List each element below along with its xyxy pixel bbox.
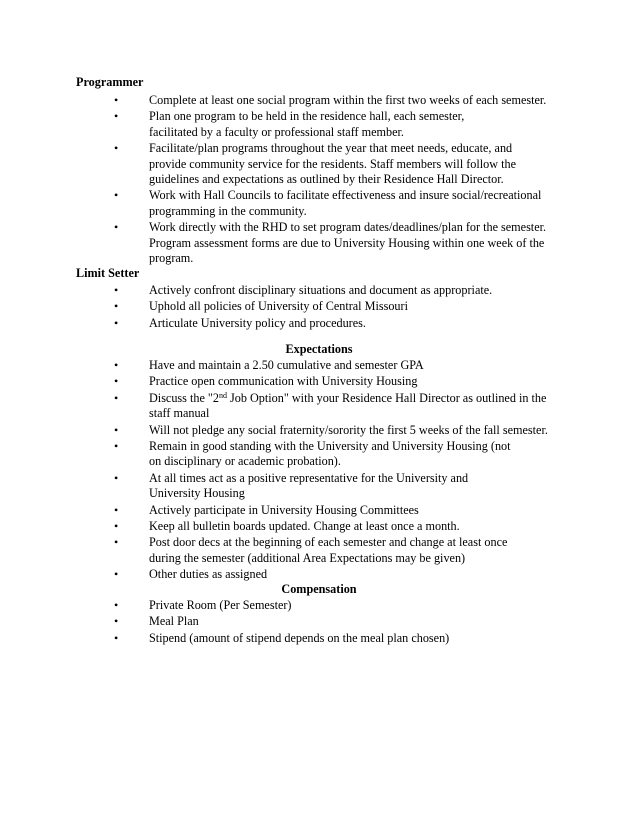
programmer-list: [0, 93, 638, 266]
bullet-icon: •: [114, 470, 119, 485]
bullet-icon: •: [114, 519, 119, 534]
list-item: [0, 358, 638, 373]
list-item-text: guidelines and expectations as outlined by their Residence Hall Director.: [149, 172, 504, 187]
list-item-text: Keep all bulletin boards updated. Change at least once a month.: [149, 519, 460, 534]
bullet-icon: •: [114, 630, 119, 645]
list-item-text: program.: [149, 251, 194, 266]
list-item-text: during the semester (additional Area Expectations may be given): [149, 550, 466, 565]
list-item-text: Program assessment forms are due to University Housing within one week of the: [149, 235, 545, 250]
list-item: [0, 283, 638, 298]
list-item-text: Work directly with the RHD to set program dates/deadlines/plan for the semester.: [149, 220, 547, 235]
bullet-icon: •: [114, 502, 119, 517]
list-item-text: Plan one program to be held in the residence hall, each semester,: [149, 109, 465, 124]
bullet-icon: •: [114, 390, 119, 405]
bullet-icon: •: [114, 598, 119, 612]
bullet-icon: •: [114, 567, 119, 582]
list-item-text: Work with Hall Councils to facilitate effectiveness and insure social/recreational: [149, 188, 542, 203]
list-item-text: Complete at least one social program within the first two weeks of each semester.: [149, 93, 547, 107]
list-item-text: Other duties as assigned: [149, 567, 268, 582]
list-item-text: Private Room (Per Semester): [149, 598, 292, 612]
bullet-icon: •: [114, 614, 119, 629]
list-item-text: [149, 391, 579, 406]
limit-setter-list: [0, 283, 638, 331]
bullet-icon: •: [114, 535, 119, 550]
list-item-text-part: Discuss the "2: [149, 390, 219, 405]
list-item: [0, 503, 638, 518]
list-item: [0, 109, 638, 140]
list-item-text: Stipend (amount of stipend depends on the meal plan chosen): [149, 630, 450, 645]
compensation-list: [0, 598, 638, 646]
list-item-text: Post door decs at the beginning of each semester and change at least once: [149, 535, 508, 550]
list-item-text: Facilitate/plan programs throughout the year that meet needs, educate, and: [149, 141, 513, 156]
list-item: [0, 471, 638, 502]
bullet-icon: •: [114, 93, 119, 107]
bullet-icon: •: [114, 439, 119, 454]
expectations-list: [0, 358, 638, 583]
bullet-icon: •: [114, 374, 119, 389]
list-item: [0, 391, 638, 422]
bullet-icon: •: [114, 141, 119, 156]
list-item: [0, 299, 638, 314]
list-item-text: programming in the community.: [149, 203, 307, 218]
bullet-icon: •: [114, 109, 119, 124]
list-item-text: Articulate University policy and procedures.: [149, 315, 366, 330]
compensation-heading: Compensation: [281, 582, 357, 596]
list-item-text: At all times act as a positive representative for the University and: [149, 470, 469, 485]
list-item-text-part: Job Option" with your Residence Hall Director as outlined in the: [226, 390, 547, 405]
bullet-icon: •: [114, 220, 119, 235]
bullet-icon: •: [114, 283, 119, 297]
list-item-text: provide community service for the residents. Staff members will follow the: [149, 156, 517, 171]
list-item-text: Uphold all policies of University of Central Missouri: [149, 299, 408, 314]
superscript: nd: [218, 390, 227, 400]
list-item-text: University Housing: [149, 486, 245, 501]
list-item: [0, 423, 638, 438]
list-item-text: Actively confront disciplinary situations and document as appropriate.: [149, 283, 493, 297]
list-item: [0, 93, 638, 108]
expectations-heading: Expectations: [285, 342, 353, 356]
bullet-icon: •: [114, 422, 119, 437]
limit-setter-heading: Limit Setter: [76, 266, 140, 280]
bullet-icon: •: [114, 358, 119, 372]
list-item: [0, 188, 638, 219]
bullet-icon: •: [114, 188, 119, 203]
list-item: [0, 141, 638, 187]
bullet-icon: •: [114, 315, 119, 330]
list-item-text: Actively participate in University Housing Committees: [149, 502, 419, 517]
bullet-icon: •: [114, 299, 119, 314]
list-item: [0, 220, 638, 266]
programmer-heading: Programmer: [76, 75, 144, 89]
list-item-text: Have and maintain a 2.50 cumulative and semester GPA: [149, 358, 424, 372]
list-item-text: Meal Plan: [149, 614, 199, 629]
list-item: [0, 598, 638, 613]
list-item-text: Remain in good standing with the University and University Housing (not: [149, 439, 511, 454]
list-item: [0, 535, 638, 566]
list-item: [0, 374, 638, 389]
list-item: [0, 631, 638, 646]
list-item: [0, 316, 638, 331]
list-item: [0, 519, 638, 534]
list-item: [0, 614, 638, 629]
list-item: [0, 439, 638, 470]
list-item-text: on disciplinary or academic probation).: [149, 454, 341, 469]
list-item-text: Practice open communication with University Housing: [149, 374, 418, 389]
list-item-text: staff manual: [149, 406, 210, 421]
list-item-text: facilitated by a faculty or professional staff member.: [149, 124, 404, 139]
list-item: [0, 567, 638, 582]
list-item-text: Will not pledge any social fraternity/sorority the first 5 weeks of the fall semester.: [149, 422, 548, 437]
